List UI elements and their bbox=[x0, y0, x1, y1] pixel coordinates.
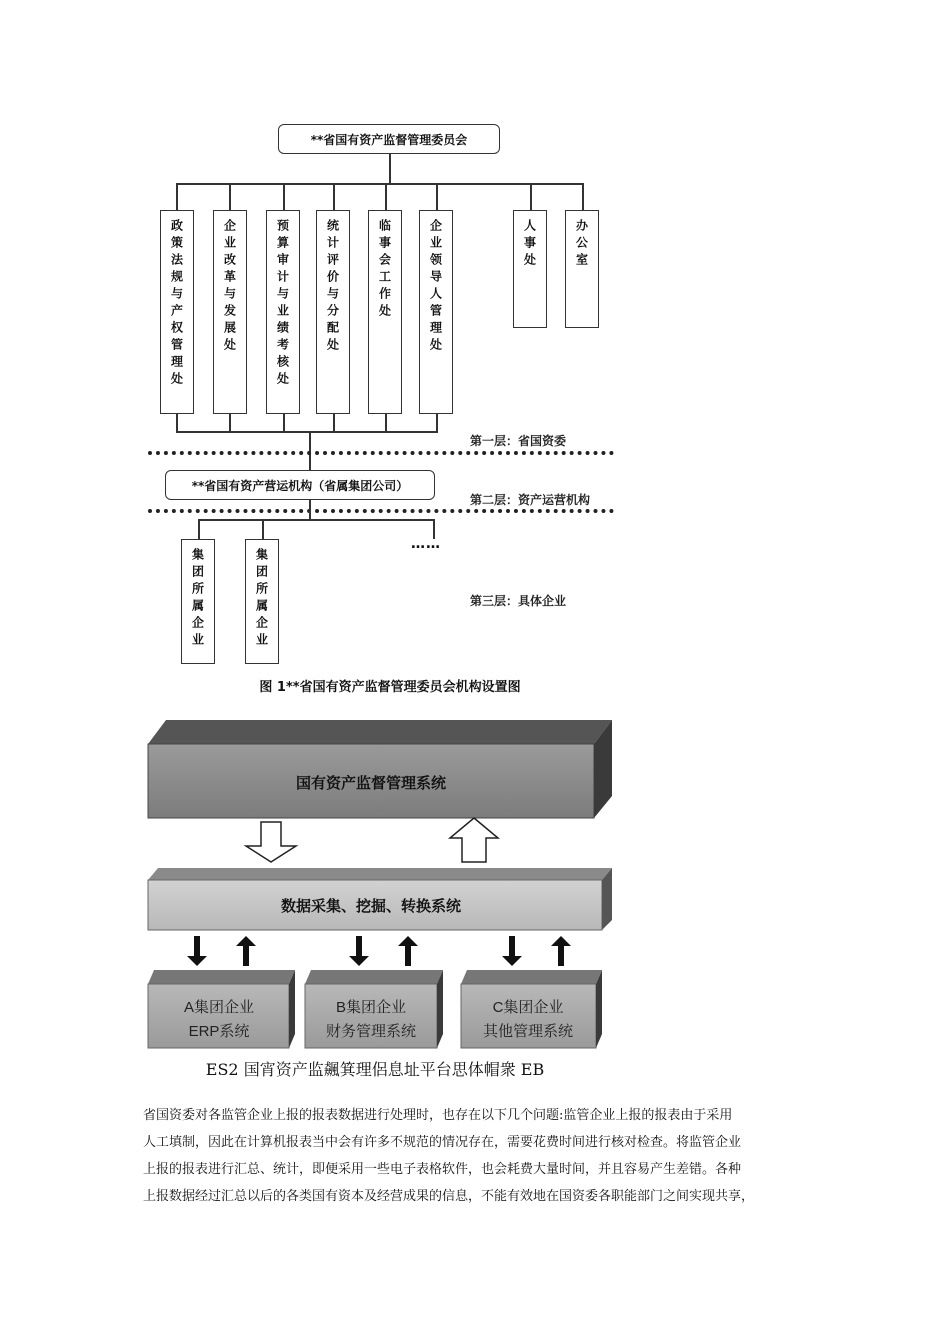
enterprise-b-line2: 财务管理系统 bbox=[325, 1023, 417, 1040]
middle-block-top-face bbox=[148, 868, 612, 880]
enterprise-c-top bbox=[461, 970, 602, 984]
more-ellipsis: …… bbox=[411, 536, 441, 552]
connector-sub-drop bbox=[262, 519, 264, 539]
connector-up bbox=[283, 414, 285, 432]
dept-box: 预算审计与业绩考核处 bbox=[266, 210, 300, 414]
connector-sub-bar bbox=[198, 519, 434, 521]
down-arrow-icon bbox=[502, 936, 522, 966]
connector-up bbox=[176, 414, 178, 432]
figure-2-system-diagram bbox=[0, 700, 950, 1060]
layer-1-label: 第一层：省国资委 bbox=[470, 434, 567, 448]
dept-box: 企业改革与发展处 bbox=[213, 210, 247, 414]
connector-up bbox=[333, 414, 335, 432]
top-block-top-face bbox=[148, 720, 612, 744]
dept-box: 人事处 bbox=[513, 210, 547, 328]
connector-drop bbox=[385, 183, 387, 210]
figure-2-caption: ES2 国宵资产监飆箕理侶息址平台思体帽衆 EB bbox=[205, 1060, 545, 1079]
enterprise-a-line1: A集团企业 bbox=[183, 999, 255, 1016]
connector-up bbox=[436, 414, 438, 432]
up-arrow-hollow-icon bbox=[450, 818, 498, 862]
connector-up bbox=[229, 414, 231, 432]
arrow-pair-a bbox=[187, 936, 256, 966]
enterprise-a-top bbox=[148, 970, 295, 984]
connector-drop bbox=[176, 183, 178, 210]
dept-box: 办公室 bbox=[565, 210, 599, 328]
down-arrow-icon bbox=[187, 936, 207, 966]
up-arrow-icon bbox=[398, 936, 418, 966]
paragraph-line: 上报数据经过汇总以后的各类国有资本及经营成果的信息，不能有效地在国资委各职能部门之间实现共享， bbox=[143, 1189, 755, 1204]
connector-bottom-bar bbox=[176, 431, 438, 433]
top-block-label: 国有资产监督管理系统 bbox=[295, 774, 447, 792]
connector-sub bbox=[309, 500, 311, 520]
body-paragraph bbox=[143, 1102, 803, 1210]
connector-drop bbox=[436, 183, 438, 210]
up-arrow-icon bbox=[236, 936, 256, 966]
layer-divider bbox=[148, 509, 614, 513]
arrow-pair-c bbox=[502, 936, 571, 966]
connector-drop bbox=[530, 183, 532, 210]
dept-box: 企业领导人管理处 bbox=[419, 210, 453, 414]
connector-top bbox=[389, 154, 391, 184]
enterprise-c-line2: 其他管理系统 bbox=[482, 1023, 574, 1040]
paragraph-line: 人工填制，因此在计算机报表当中会有许多不规范的情况存在，需要花费时间进行核对检查。将监管企业 bbox=[143, 1135, 742, 1150]
layer-2-label: 第二层：资产运营机构 bbox=[470, 493, 591, 507]
connector-sub-drop bbox=[198, 519, 200, 539]
arrow-pair-b bbox=[349, 936, 418, 966]
down-arrow-hollow-icon bbox=[246, 822, 296, 862]
layer-divider bbox=[148, 451, 614, 455]
paragraph-line: 上报的报表进行汇总、统计，即便采用一些电子表格软件，也会耗费大量时间，并且容易产生差错。各种 bbox=[143, 1162, 742, 1177]
dept-box: 临事会工作处 bbox=[368, 210, 402, 414]
connector-drop bbox=[283, 183, 285, 210]
connector-dept-bar bbox=[176, 183, 582, 185]
down-arrow-icon bbox=[349, 936, 369, 966]
enterprise-b-top bbox=[305, 970, 443, 984]
connector-drop bbox=[582, 183, 584, 210]
sasac-top-box: **省国有资产监督管理委员会 bbox=[278, 124, 500, 154]
up-arrow-icon bbox=[551, 936, 571, 966]
operating-agency-box: **省国有资产营运机构（省属集团公司） bbox=[165, 470, 435, 500]
enterprise-b-line1: B集团企业 bbox=[335, 999, 407, 1016]
connector-drop bbox=[333, 183, 335, 210]
subsidiary-box: 集团所属企业 bbox=[181, 539, 215, 664]
paragraph-line: 省国资委对各监管企业上报的报表数据进行处理时，也存在以下几个问题:监管企业上报的报表由于采用 bbox=[143, 1108, 733, 1123]
layer-3-label: 第三层：具体企业 bbox=[470, 594, 567, 608]
dept-box: 统计评价与分配处 bbox=[316, 210, 350, 414]
figure-1-caption: 图 1**省国有资产监督管理委员会机构设置图 bbox=[259, 680, 521, 695]
connector-up bbox=[385, 414, 387, 432]
subsidiary-box: 集团所属企业 bbox=[245, 539, 279, 664]
enterprise-c-line1: C集团企业 bbox=[492, 999, 564, 1016]
dept-box: 政策法规与产权管理处 bbox=[160, 210, 194, 414]
middle-block-label: 数据采集、挖掘、转换系统 bbox=[280, 897, 462, 915]
connector-drop bbox=[229, 183, 231, 210]
enterprise-a-line2: ERP系统 bbox=[188, 1023, 250, 1040]
